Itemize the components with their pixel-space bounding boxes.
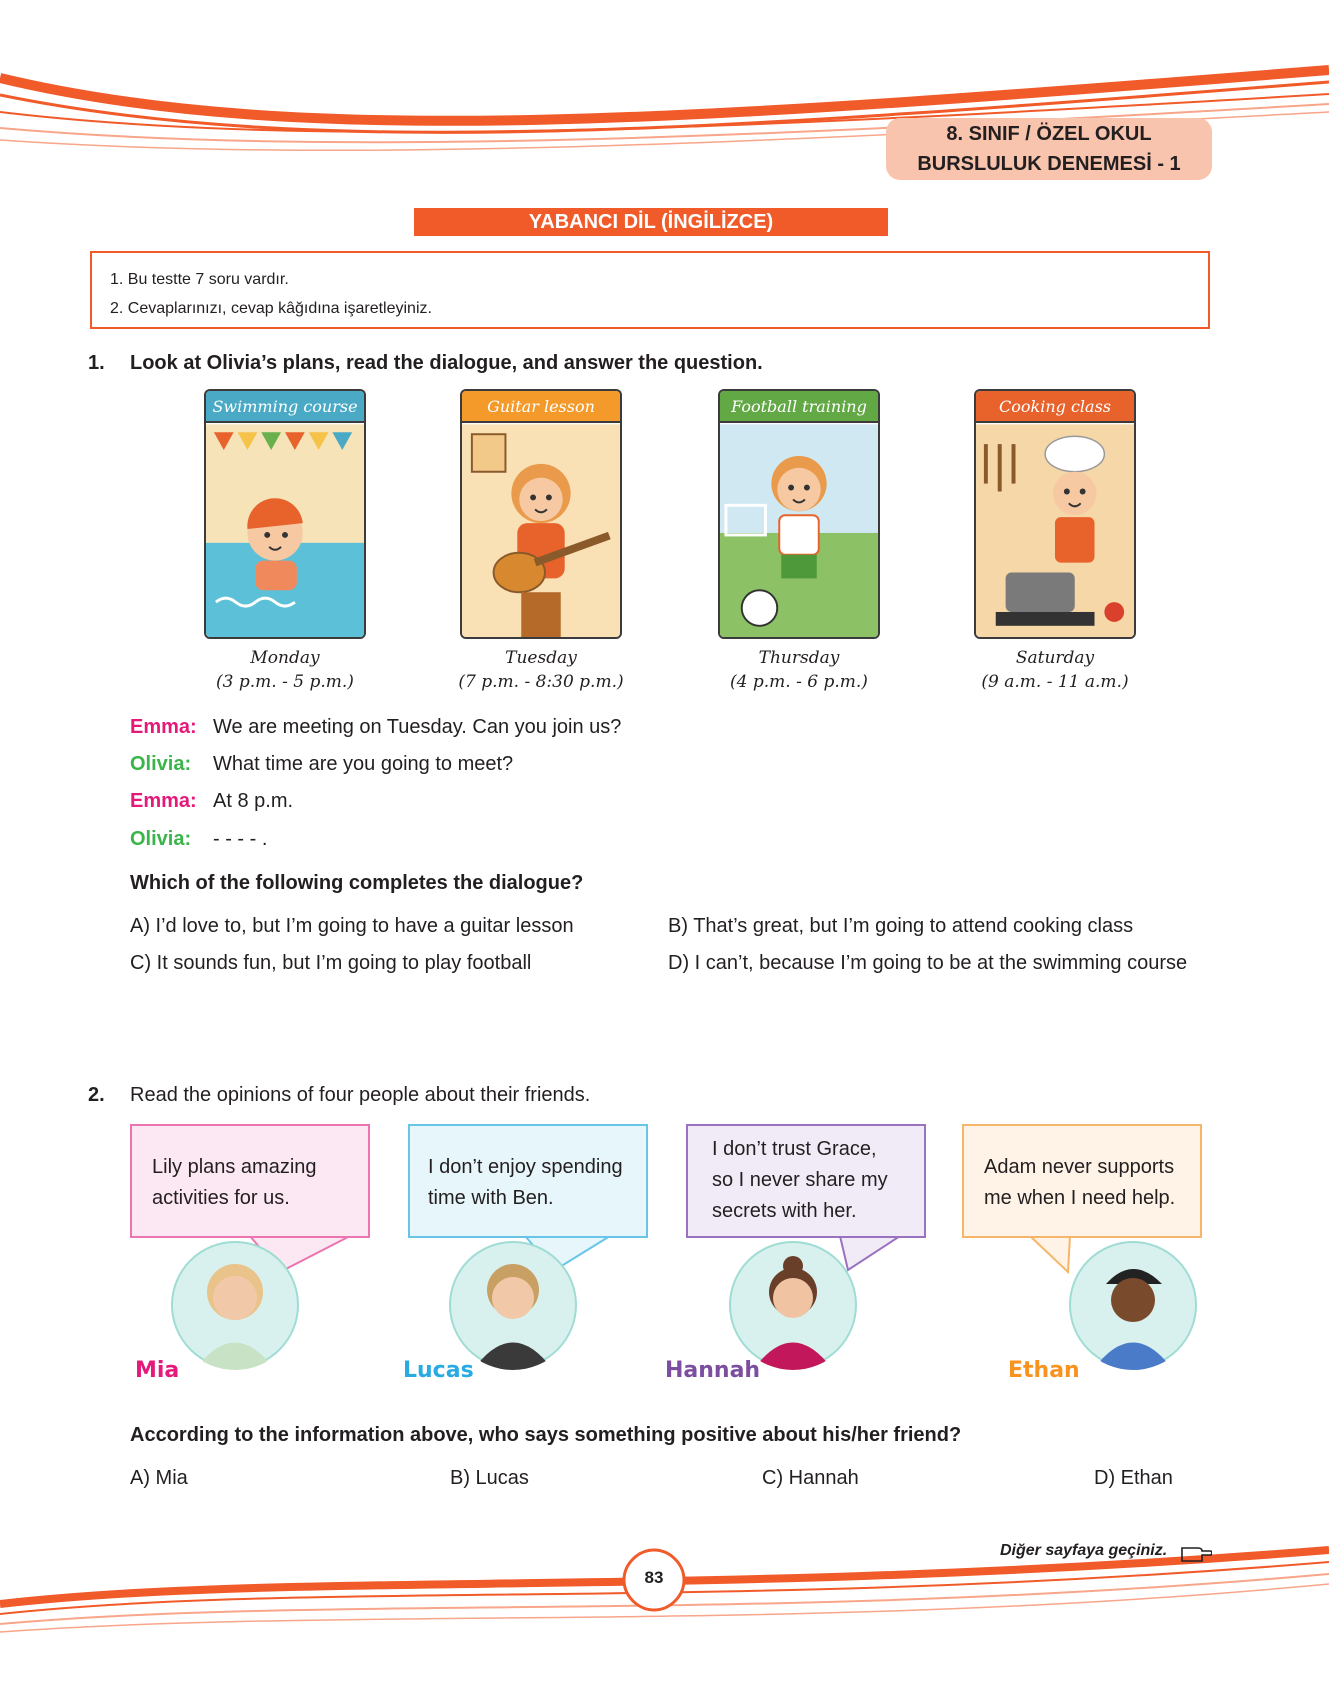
card-day: Saturday xyxy=(1015,648,1095,668)
question-1-stem: Which of the following completes the dialogue? xyxy=(130,872,584,894)
q2-option-c[interactable]: C) Hannah xyxy=(762,1467,859,1489)
card-title: Swimming course xyxy=(206,391,364,423)
card-time: (3 p.m. - 5 p.m.) xyxy=(216,672,354,692)
next-page-note: Diğer sayfaya geçiniz. xyxy=(1000,1542,1168,1559)
football-illustration xyxy=(720,423,878,639)
name-ethan: Ethan xyxy=(1008,1358,1080,1383)
card-caption-football xyxy=(704,646,894,694)
dialogue-speaker-4: Olivia: xyxy=(130,828,192,850)
plan-card-guitar xyxy=(460,389,622,639)
q1-option-a[interactable]: A) I’d love to, but I’m going to have a guitar lesson xyxy=(130,915,574,937)
card-time: (4 p.m. - 6 p.m.) xyxy=(730,672,868,692)
avatar-hannah xyxy=(728,1240,858,1370)
dialogue-speaker-1: Emma: xyxy=(130,716,197,738)
dialogue-speaker-3: Emma: xyxy=(130,790,197,812)
speech-bubble-hannah xyxy=(686,1124,926,1238)
guitar-illustration xyxy=(462,423,620,639)
avatar-mia xyxy=(170,1240,300,1370)
badge-line-2: BURSLULUK DENEMESİ - 1 xyxy=(917,153,1181,175)
plan-card-cooking xyxy=(974,389,1136,639)
bubble-line-1: I don’t enjoy spending xyxy=(428,1156,623,1178)
speech-bubble-lucas xyxy=(408,1124,648,1238)
bubble-line-2: time with Ben. xyxy=(428,1187,554,1209)
bubble-line-2: so I never share my xyxy=(712,1169,888,1191)
q1-option-d[interactable]: D) I can’t, because I’m going to be at the swimming course xyxy=(668,952,1188,974)
card-caption-cooking xyxy=(960,646,1150,694)
avatar-ethan xyxy=(1068,1240,1198,1370)
name-lucas: Lucas xyxy=(403,1358,474,1383)
bubble-line-1: Lily plans amazing xyxy=(152,1156,317,1178)
dialogue-line-1: We are meeting on Tuesday. Can you join us? xyxy=(213,716,622,738)
card-title: Football training xyxy=(720,391,878,423)
question-2-number: 2. xyxy=(88,1084,105,1106)
card-day: Tuesday xyxy=(505,648,577,668)
dialogue-line-2: What time are you going to meet? xyxy=(213,753,514,775)
card-time: (7 p.m. - 8:30 p.m.) xyxy=(458,672,624,692)
plan-card-swimming xyxy=(204,389,366,639)
card-day: Thursday xyxy=(758,648,840,668)
q1-option-b[interactable]: B) That’s great, but I’m going to attend cooking class xyxy=(668,915,1134,937)
name-hannah: Hannah xyxy=(665,1358,761,1383)
q2-option-d[interactable]: D) Ethan xyxy=(1094,1467,1173,1489)
name-mia: Mia xyxy=(135,1358,180,1383)
avatar-lucas xyxy=(448,1240,578,1370)
card-caption-guitar xyxy=(446,646,636,694)
dialogue-line-4: - - - - . xyxy=(213,828,268,850)
card-time: (9 a.m. - 11 a.m.) xyxy=(981,672,1129,692)
q2-option-a[interactable]: A) Mia xyxy=(130,1467,188,1489)
question-1-prompt: Look at Olivia’s plans, read the dialogue, and answer the question. xyxy=(130,352,763,374)
subject-title: YABANCI DİL (İNGİLİZCE) xyxy=(414,208,888,236)
question-2-stem: According to the information above, who says something positive about his/her friend? xyxy=(130,1424,962,1446)
card-title: Guitar lesson xyxy=(462,391,620,423)
bubble-line-1: Adam never supports xyxy=(984,1156,1175,1178)
card-day: Monday xyxy=(250,648,320,668)
question-2-prompt: Read the opinions of four people about their friends. xyxy=(130,1084,591,1106)
instruction-2: 2. Cevaplarınızı, cevap kâğıdına işaretleyiniz. xyxy=(110,300,432,317)
cooking-illustration xyxy=(976,423,1134,639)
bubble-line-3: secrets with her. xyxy=(712,1200,857,1222)
speech-bubble-mia xyxy=(130,1124,370,1238)
exam-series-badge xyxy=(886,118,1212,180)
page-number: 83 xyxy=(644,1568,664,1587)
dialogue-speaker-2: Olivia: xyxy=(130,753,192,775)
speech-bubble-ethan xyxy=(962,1124,1202,1238)
instructions-box xyxy=(90,251,1210,329)
q2-option-b[interactable]: B) Lucas xyxy=(450,1467,529,1489)
pointing-hand-icon xyxy=(1180,1542,1212,1564)
instruction-1: 1. Bu testte 7 soru vardır. xyxy=(110,271,289,288)
bubble-line-2: activities for us. xyxy=(152,1187,290,1209)
badge-line-1: 8. SINIF / ÖZEL OKUL xyxy=(946,123,1152,145)
bubble-line-2: me when I need help. xyxy=(984,1187,1176,1209)
swimming-illustration xyxy=(206,423,364,639)
dialogue-line-3: At 8 p.m. xyxy=(213,790,294,812)
card-caption-swimming xyxy=(190,646,380,694)
plan-card-football xyxy=(718,389,880,639)
question-1-number: 1. xyxy=(88,352,105,374)
q1-option-c[interactable]: C) It sounds fun, but I’m going to play football xyxy=(130,952,532,974)
bubble-line-1: I don’t trust Grace, xyxy=(712,1138,877,1160)
card-title: Cooking class xyxy=(976,391,1134,423)
